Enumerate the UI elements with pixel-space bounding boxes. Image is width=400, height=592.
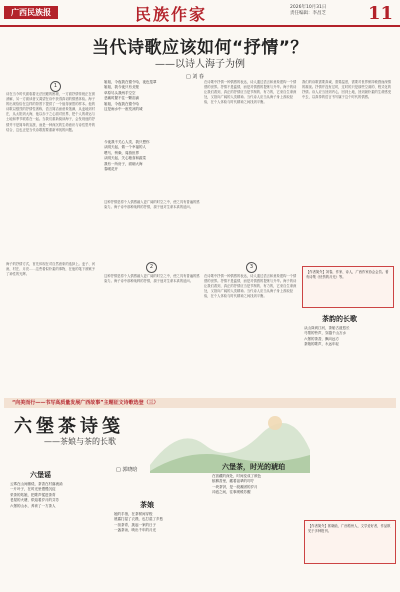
feature-subtitle: ——茶娘与茶的长歌: [44, 437, 116, 446]
feature-title: 六堡茶诗笺: [14, 416, 124, 437]
editor-line: 责任编辑：李昌芝: [290, 11, 326, 16]
article-column-1b: 海子的抒情方式，首先体现在对自然意象的选择上。麦子、河流、村庄、月亮……这些看似朴素的事物，在他的笔下被赋予了神性的光辉。: [6, 262, 96, 277]
poem-title-3: 六堡茶，时光的琥珀: [222, 462, 285, 471]
page-number: 11: [368, 3, 394, 24]
feature-banner-text: “向美而行——书写高质量发展广西故事”主题征文诗歌选登（三）: [12, 400, 159, 406]
author-bio-box-2: [304, 520, 396, 564]
article-column-2b: 这种抒情是将个人情感融入更广阔的时空之中，使之具有普遍的感染力。海子诗中那种纯粹的抒情，源于他对生命本真的追问。: [104, 274, 200, 284]
newspaper-tag: 广西民族报: [4, 6, 58, 19]
masthead-rule: [0, 25, 400, 27]
section-number-1: 1: [50, 81, 61, 92]
article-headline: 当代诗歌应该如何“抒情”？: [92, 38, 308, 58]
poem-body-2: 她的手指，在茶树间穿梭 晨露打湿了衣襟，也打湿了乡愁 一担茶青，挑起一家的日子 一盏茶汤，映出千年的月光: [114, 512, 163, 533]
article-subhead: ——以诗人海子为例: [155, 59, 245, 70]
poem-body-3: 在窖藏的深处，时间变成了颜色 槟榔香里，藏着祖辈的叮咛 一块茶饼，是一段凝固的岁月 冲泡之间，往事缓缓苏醒: [212, 474, 261, 495]
poem-body-1: 云雾在山间缠绕，茶香在村落流淌 一片叶子，在时光里慢慢沉淀 采茶的姑娘，把歌声揉进茶青 老屋的火塘，烘焙着岁月的芬芳 六堡的山水，养育了一方茶人: [10, 482, 63, 508]
article-column-1: 诗在当今时代面临着无法回避的困境，一方面抒情传统正在被消解，另一方面读者又渴望在诗中获得真切的情感体验。海子的出现恰恰在这样的背景下提供了一个值得深思的样本。他的诗歌以强烈的抒情性著称，语言简洁而意象饱满，从麦地到村庄，从太阳到大海，他以赤子之心面对世界，把个人的命运与土地和季节联系在一起。当我们重新阅读海子，会发现他的抒情并不是简单的宣泄，而是一种深沉的生命意识与诗性思考的结合，这也正是当代诗歌需要重新审视的问题。: [6, 92, 96, 132]
feature-author: □ 郭晓晗: [116, 467, 138, 473]
article-author: □ 刘 春: [186, 74, 204, 80]
poem-title-2: 茶娘: [140, 500, 154, 509]
author-bio-1: 【作者简介】刘春，作家、诗人，广西作家协会会员。著有诗集《忧伤的月光》等。: [306, 270, 389, 280]
poem-title-4: 茶韵的长歌: [322, 314, 357, 323]
poem-body-4: 从山岗到江河，茶船古道悠长 马帮的铃声，穿越千山万水 六堡的茶香，飘向远方 茶娘的歌声，永远年轻: [304, 326, 350, 347]
article-column-4: 我们的诗歌需要真诚，需要温度，需要对世界保持敏感而深情的凝视。抒情并没有过时，过时的只是那些空洞的、程式化的抒情。诗人应当回到内心，回到土地，回到最朴素的生命感受中去，以真挚的语言书写属于这个时代的情感。: [302, 80, 392, 100]
article-column-3: 在诗歌中抒情一种情感的表达，诗人通过语言和意象建构一个情感的世界。抒情不是滥情，而是对情感的提炼与升华。海子的诗让我们看到，真正的抒情应当是节制的、有力的，它来自生命深处，又指向广阔的人类精神。当代诗人应当从海子身上汲取经验，在个人体验与时代精神之间找到平衡。: [204, 80, 297, 105]
section-number-3: 3: [246, 262, 257, 273]
article-column-3b: 在诗歌中抒情一种情感的表达，诗人通过语言和意象建构一个情感的世界。抒情不是滥情，而是对情感的提炼与升华。海子的诗让我们看到，真正的抒情应当是节制的、有力的，它来自生命深处，又指向广阔的人类精神。当代诗人应当从海子身上汲取经验，在个人体验与时代精神之间找到平衡。: [204, 274, 297, 299]
date-line: 2026年10月31日: [290, 5, 327, 10]
author-bio-box-1: [302, 266, 394, 308]
poem-title-1: 六堡谣: [30, 470, 51, 479]
section-title: 民族作家: [135, 5, 208, 24]
article-column-2: 这种抒情是将个人情感融入更广阔的时空之中，使之具有普遍的感染力。海子诗中那种纯粹的抒情，源于他对生命本真的追问。: [104, 200, 200, 210]
quoted-poem-2: 今夜我不关心人类，我只想你 从明天起，做一个幸福的人 喂马、劈柴，周游世界 从明天起，关心粮食和蔬菜 我有一所房子，面朝大海 春暖花开: [104, 140, 150, 172]
section-number-2: 2: [146, 262, 157, 273]
author-bio-2: 【作者简介】郭晓晗，广西梧州人，文学爱好者，作品散见于多种报刊。: [308, 524, 391, 534]
quoted-poem-1: 姐姐，今夜我在德令哈，夜色笼罩 姐姐，我今夜只有戈壁 草原尽头我两手空空 悲痛时握不住一颗泪滴 姐姐，今夜我在德令哈 这是雨水中一座荒凉的城: [104, 80, 157, 112]
date-info: [290, 5, 326, 17]
